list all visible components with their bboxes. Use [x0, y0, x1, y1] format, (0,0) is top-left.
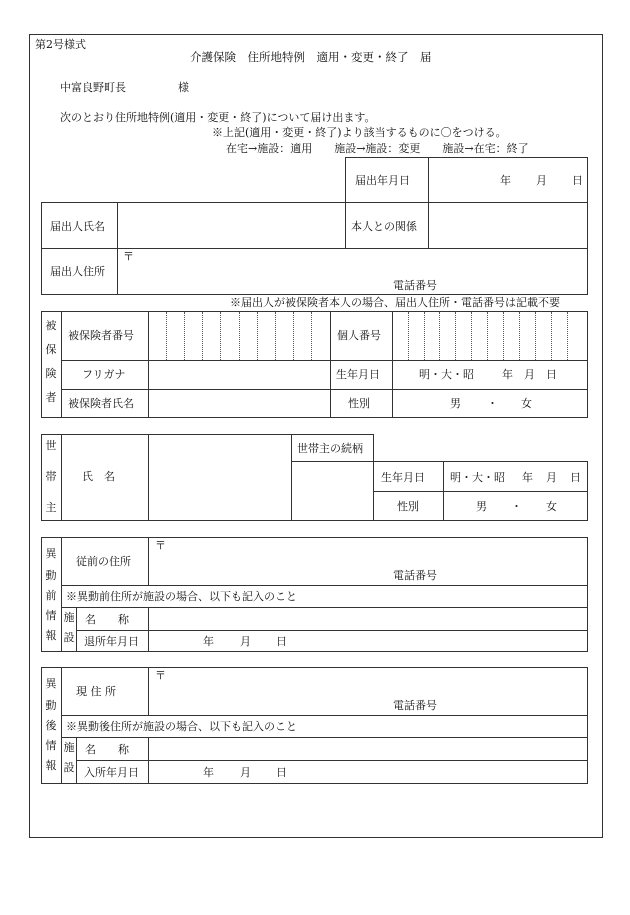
form-title: 介護保険 住所地特例 適用・変更・終了 届 [190, 50, 432, 64]
personal-number-label: 個人番号 [337, 329, 381, 342]
discharge-year-label: 年 [203, 635, 214, 648]
admission-date-label: 入所年月日 [84, 766, 139, 779]
householder-sex-dot: ・ [511, 500, 522, 513]
before-facility-name-label: 名 称 [85, 613, 129, 626]
insured-month-label: 月 [524, 368, 535, 381]
type-legend: 在宅→施設：適用 施設→施設：変更 施設→在宅：終了 [226, 142, 529, 155]
householder-female: 女 [546, 500, 557, 513]
notifier-phone-label: 電話番号 [393, 279, 437, 292]
form-number: 第2号様式 [35, 38, 86, 51]
notification-year-label: 年 [500, 174, 511, 187]
after-side-label: 異 動 後 情 報 [45, 677, 57, 772]
previous-address-label: 従前の住所 [76, 555, 131, 568]
circle-note: ※上記(適用・変更・終了)より該当するものに〇をつける。 [212, 126, 507, 139]
notification-day-label: 日 [572, 174, 583, 187]
after-phone-label: 電話番号 [393, 699, 437, 712]
relation-label: 本人との関係 [351, 220, 417, 233]
householder-relation-label: 世帯主の続柄 [297, 442, 363, 455]
admission-month-label: 月 [240, 766, 251, 779]
insured-day-label: 日 [546, 368, 557, 381]
before-facility-note: ※異動前住所が施設の場合、以下も記入のこと [66, 590, 297, 603]
insured-male: 男 [450, 397, 461, 410]
householder-side-label: 世 帯 主 [45, 439, 57, 514]
insured-sex-label: 性別 [348, 397, 370, 410]
notifier-name-label: 届出人氏名 [50, 220, 105, 233]
householder-name-label: 氏 名 [82, 470, 115, 483]
before-side-label: 異 動 前 情 報 [45, 547, 57, 642]
after-postal-mark: 〒 [155, 669, 166, 682]
before-facility-side-label: 施 設 [63, 611, 75, 644]
notifier-note: ※届出人が被保険者本人の場合、届出人住所・電話番号は記載不要 [230, 296, 560, 309]
householder-birth-label: 生年月日 [381, 471, 425, 484]
insured-female: 女 [521, 397, 532, 410]
insured-era-options: 明・大・昭 [419, 368, 474, 381]
householder-year-label: 年 [522, 471, 533, 484]
intro-text: 次のとおり住所地特例(適用・変更・終了)について届け出ます。 [60, 111, 376, 124]
current-address-label: 現 住 所 [76, 685, 116, 698]
notifier-postal-mark: 〒 [123, 250, 134, 263]
insured-number-label: 被保険者番号 [68, 329, 134, 342]
householder-sex-label: 性別 [397, 500, 419, 513]
insured-name-label: 被保険者氏名 [68, 397, 134, 410]
addressee-name: 中富良野町長 [60, 81, 126, 94]
insured-sex-dot: ・ [487, 397, 498, 410]
before-phone-label: 電話番号 [393, 569, 437, 582]
householder-male: 男 [476, 500, 487, 513]
insured-year-label: 年 [502, 368, 513, 381]
householder-month-label: 月 [546, 471, 557, 484]
furigana-label: フリガナ [82, 368, 126, 381]
insured-birth-label: 生年月日 [336, 368, 380, 381]
admission-year-label: 年 [203, 766, 214, 779]
after-facility-side-label: 施 設 [63, 741, 75, 774]
notifier-address-label: 届出人住所 [50, 265, 105, 278]
discharge-month-label: 月 [240, 635, 251, 648]
after-facility-name-label: 名 称 [85, 743, 129, 756]
before-postal-mark: 〒 [155, 539, 166, 552]
after-facility-note: ※異動後住所が施設の場合、以下も記入のこと [66, 720, 297, 733]
discharge-day-label: 日 [276, 635, 287, 648]
notification-date-label: 届出年月日 [355, 174, 410, 187]
insured-side-label: 被 保 険 者 [45, 319, 57, 404]
householder-era-options: 明・大・昭 [450, 471, 505, 484]
notification-month-label: 月 [536, 174, 547, 187]
admission-day-label: 日 [276, 766, 287, 779]
householder-day-label: 日 [570, 471, 581, 484]
addressee-honorific: 様 [178, 81, 189, 94]
discharge-date-label: 退所年月日 [84, 635, 139, 648]
